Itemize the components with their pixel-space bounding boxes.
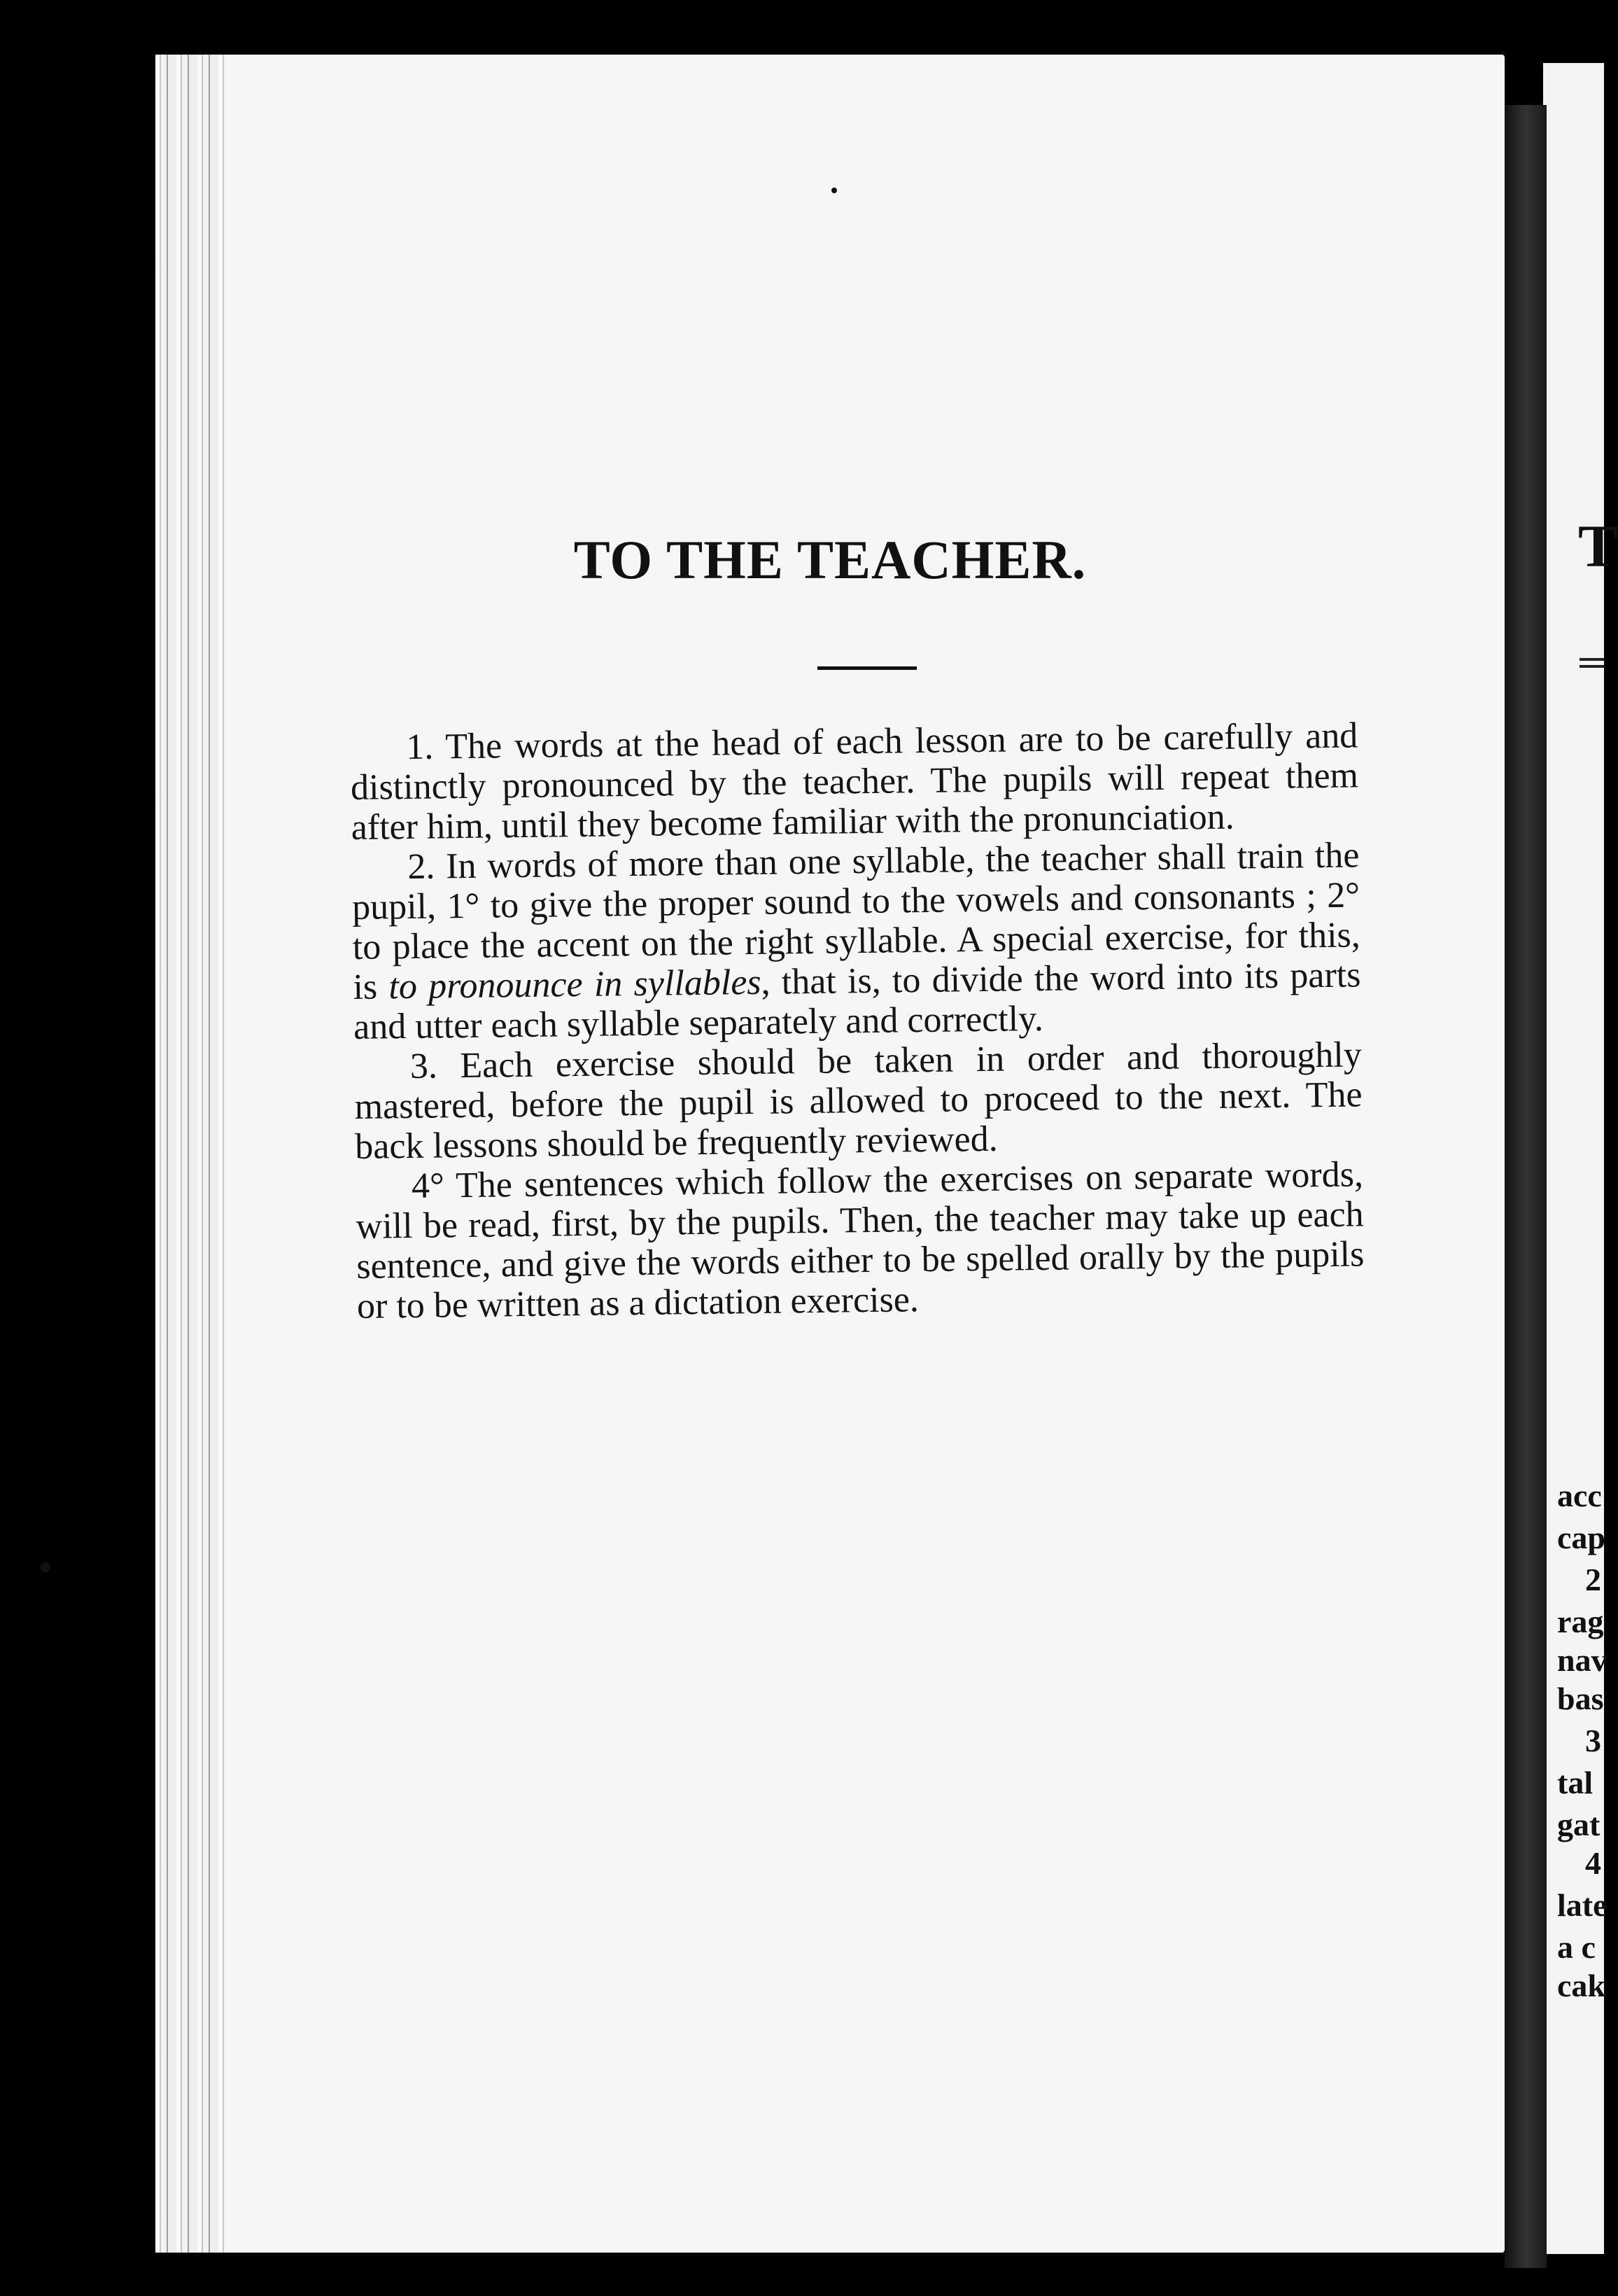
page-title: TO THE TEACHER. <box>573 529 1087 590</box>
paragraph-italic-text: to pronounce in syllables <box>388 962 761 1007</box>
paragraph-text: 2. In words of more than one syllable, the teacher shall train the pupil, 1° to give the proper sound to the vowels and consonants ; 2° to place the accent on the right syllable. A special exercise, for this, is <box>351 835 1361 1007</box>
paragraph-2 <box>351 835 1361 1047</box>
facing-page-line: tal <box>1557 1765 1594 1800</box>
paragraph-text: 1. The words at the head of each lesson are to be carefully and distinctly pronounced by the teacher. The pupils will repeat them after him, until they become familiar with the pronunciation. <box>350 715 1359 848</box>
page-body <box>350 715 1365 1326</box>
page-binding-gutter <box>155 55 225 2253</box>
facing-page-rule <box>1580 658 1604 661</box>
paragraph-text: , that is, to divide the word into its parts and utter each syllable separately and correctly. <box>353 955 1361 1047</box>
facing-page-line: cak <box>1557 1968 1605 2003</box>
paragraph-text: 3. Each exercise should be taken in order and thoroughly mastered, before the pupil is allowed to proceed to the next. The back lessons should be frequently reviewed. <box>354 1035 1363 1167</box>
facing-page-line: rag <box>1557 1604 1604 1639</box>
facing-page-fragment <box>1543 63 1618 2254</box>
paragraph-text: 4° The sentences which follow the exercises on separate words, will be read, first, by the pupils. Then, the teacher may take up each sentence, and give the words either to be spelled orally by the pupils or to be written as a dictation exercise. <box>356 1154 1365 1326</box>
title-rule <box>817 666 917 670</box>
facing-page-line: cap <box>1557 1520 1605 1555</box>
paragraph-4 <box>356 1154 1365 1326</box>
facing-page-line: bas <box>1557 1681 1604 1716</box>
page-edge-shadow <box>1505 105 1547 2268</box>
facing-page-line: late <box>1557 1887 1608 1923</box>
facing-page-line: nav <box>1557 1642 1608 1678</box>
scan-speck <box>831 188 837 193</box>
facing-page-line: 3 <box>1585 1723 1601 1758</box>
facing-page-line: 2 <box>1585 1562 1601 1597</box>
facing-page-line: gat <box>1557 1807 1601 1842</box>
paragraph-1 <box>350 715 1359 848</box>
facing-page-line: acc <box>1557 1478 1602 1513</box>
scan-speck <box>41 1562 50 1572</box>
facing-page-line: 4 <box>1585 1845 1601 1881</box>
paragraph-3 <box>354 1035 1363 1167</box>
facing-page-heading-fragment: T <box>1578 512 1618 580</box>
facing-page-line: a c <box>1557 1929 1596 1965</box>
